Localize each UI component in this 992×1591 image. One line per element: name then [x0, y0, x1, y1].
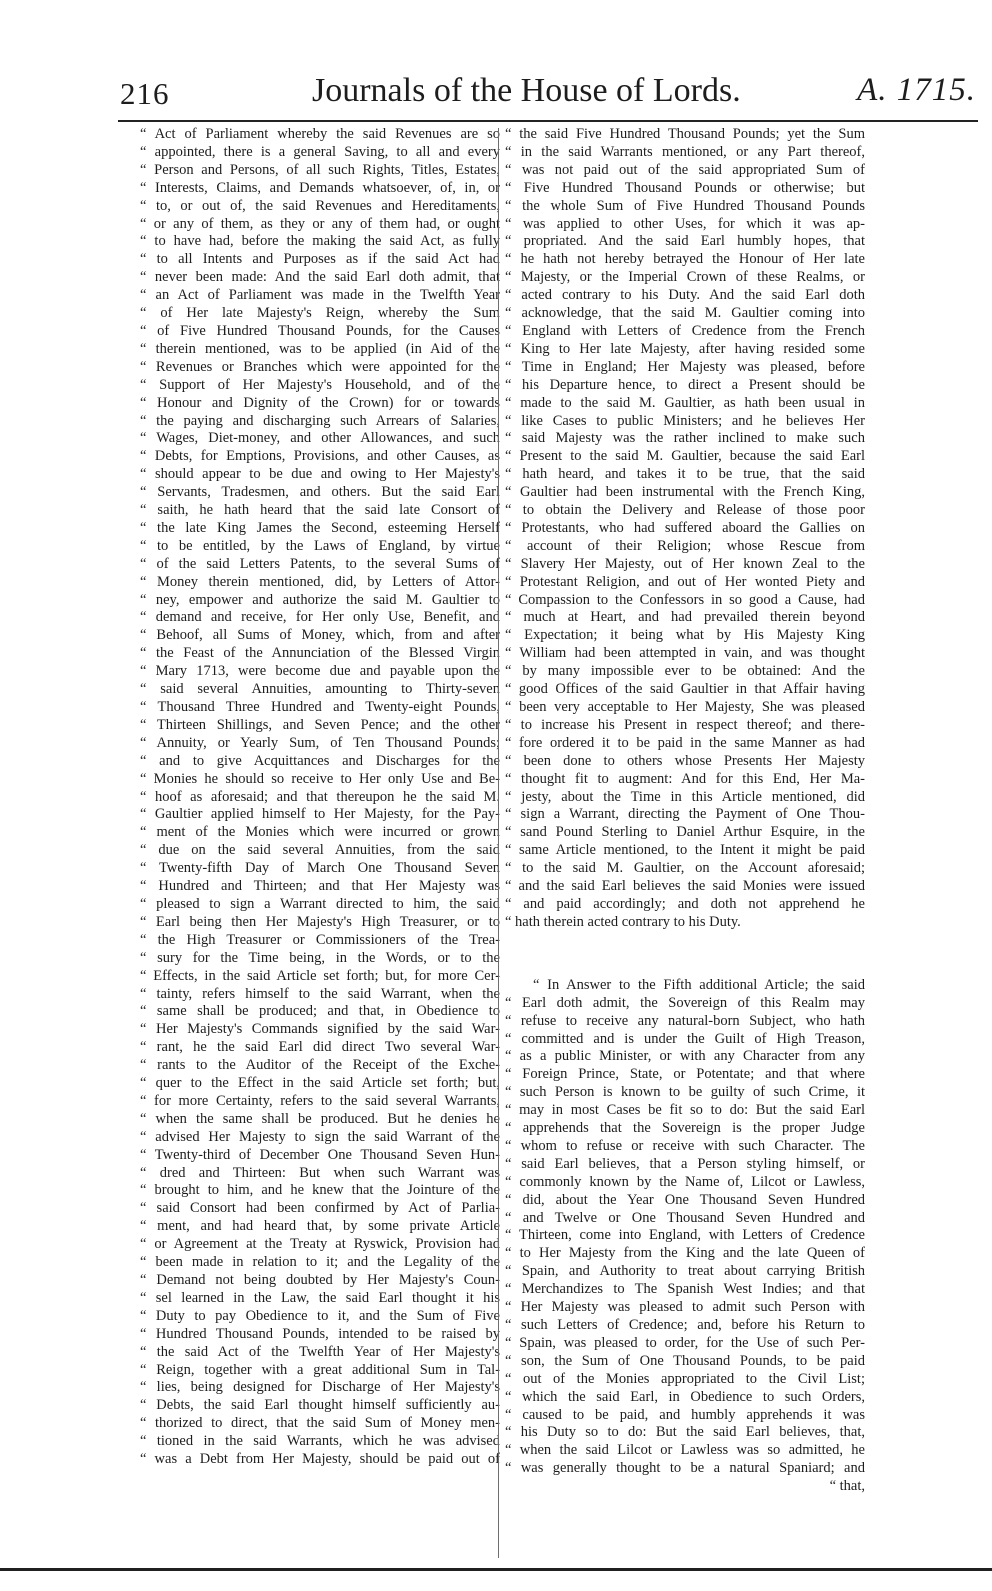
text-line: “ he hath not hereby betrayed the Honour of Her late [505, 251, 865, 268]
column-divider [498, 128, 499, 1558]
text-line: “ Protestant Religion, and out of Her wonted Piety and [505, 573, 865, 590]
text-line: “ England with Letters of Credence from the French [505, 322, 865, 339]
text-line: “ which the said Earl, in Obedience to such Orders, [505, 1388, 865, 1405]
text-line: “ Her Majesty's Commands signified by the said War- [140, 1021, 500, 1038]
text-line: “ Reign, together with a great additional Sum in Tal- [140, 1361, 500, 1378]
text-line: “ King to Her late Majesty, after having resided some [505, 340, 865, 357]
text-line: “ such Letters of Credence; and, before his Return to [505, 1317, 865, 1333]
text-line: “ hoof as aforesaid; and that thereupon he the said M. [140, 788, 500, 805]
text-line: “ much at Heart, and had prevailed therein beyond [505, 609, 865, 626]
text-line: “ Majesty, or the Imperial Crown of these Realms, or [505, 269, 865, 286]
text-line: “ the said Act of the Twelfth Year of Her Majesty's [140, 1343, 500, 1360]
text-line: “ should appear to be due and owing to Her Majesty's [140, 466, 500, 483]
left-column [140, 126, 500, 1469]
text-line: “ said Majesty was the rather inclined to make such [505, 430, 865, 447]
text-line: “ said Earl believes, that a Person styling himself, or [505, 1155, 865, 1172]
text-line: “ fore ordered it to be paid in the same Manner as had [505, 734, 865, 751]
text-line: “ and Twelve or One Thousand Seven Hundred and [505, 1209, 865, 1226]
text-line: “ Servants, Tradesmen, and others. But the said Earl [140, 484, 500, 501]
text-line: “ whom to refuse or receive with such Character. The [505, 1137, 865, 1154]
text-line: “ to, or out of, the said Revenues and Hereditaments, [140, 197, 500, 214]
text-line: “ to Her Majesty from the King and the late Queen of [505, 1245, 865, 1262]
text-line: “ Money therein mentioned, did, by Letters of Attor- [140, 573, 500, 590]
text-line: “ and the said Earl believes the said Monies were issued [505, 878, 865, 895]
text-line: “ Thirteen Shillings, and Seven Pence; and the other [140, 716, 500, 733]
text-line: “ and paid accordingly; and doth not apprehend he [505, 895, 865, 912]
text-line: “ for more Certainty, refers to the said several Warrants, [140, 1092, 500, 1109]
text-line: “ Interests, Claims, and Demands whatsoever, of, in, or [140, 179, 500, 196]
text-line: “ same shall be produced; and that, in Obedience to [140, 1003, 500, 1020]
text-line: “ was generally thought to be a natural Spaniard; and [505, 1460, 865, 1477]
text-line: “ saith, he hath heard that the said late Consort of [140, 502, 500, 519]
text-line: “ ment of the Monies which were incurred or grown [140, 824, 500, 841]
text-line: “ Twenty-fifth Day of March One Thousand Seven [140, 860, 500, 877]
text-line: “ Five Hundred Thousand Pounds or otherwise; but [505, 179, 865, 196]
text-line: “ said Consort had been confirmed by Act of Parlia- [140, 1200, 500, 1217]
text-line: “ Slavery Her Majesty, out of Her known Zeal to the [505, 555, 865, 572]
text-line: “ Gaultier had been instrumental with the French King, [505, 484, 865, 501]
text-line: “ Effects, in the said Article set forth; but, for more Cer- [140, 967, 500, 984]
text-line: “ Foreign Prince, State, or Potentate; and that where [505, 1066, 865, 1083]
text-line: “ the paying and discharging such Arrears of Salaries, [140, 412, 500, 429]
text-line: “ was a Debt from Her Majesty, should be paid out of [140, 1451, 500, 1468]
text-line: “ Mary 1713, were become due and payable upon the [140, 663, 500, 680]
text-line: “ Protestants, who had suffered aboard the Gallies on [505, 519, 865, 536]
text-line: “ Time in England; Her Majesty was pleased, before [505, 358, 865, 375]
text-line: “ said several Annuities, amounting to Thirty-seven [140, 681, 500, 698]
text-line: “ hath heard, and takes it to be true, that the said [505, 466, 865, 483]
text-line: “ advised Her Majesty to sign the said Warrant of the [140, 1128, 500, 1145]
text-line: “ Present to the said M. Gaultier, because the said Earl [505, 448, 865, 465]
text-line: “ Hundred Thousand Pounds, intended to be raised by [140, 1325, 500, 1342]
text-line: “ Revenues or Branches which were appointed for the [140, 358, 500, 375]
text-line: “ the late King James the Second, esteeming Herself [140, 519, 500, 536]
text-line: “ Earl being then Her Majesty's High Treasurer, or to [140, 913, 500, 930]
text-line: “ or Agreement at the Treaty at Ryswick, Provision had [140, 1236, 500, 1253]
text-line: “ of the said Letters Patents, to the several Sums of [140, 555, 500, 572]
text-line: “ was applied to other Uses, for which it was ap- [505, 215, 865, 232]
text-line: “ been done to others whose Presents Her Majesty [505, 752, 865, 769]
text-line: “ sel learned in the Law, the said Earl thought it his [140, 1289, 500, 1306]
bottom-rule [0, 1568, 992, 1571]
text-line: “ ney, empower and authorize the said M. Gaultier to [140, 591, 500, 608]
text-line: “ Twenty-third of December One Thousand Seven Hun- [140, 1146, 500, 1163]
text-line: “ sign a Warrant, directing the Payment of One Thou- [505, 806, 865, 823]
text-line: “ Hundred and Thirteen; and that Her Majesty was [140, 878, 500, 895]
running-title: Journals of the House of Lords. [312, 72, 741, 109]
text-line: “ made to the said M. Gaultier, as hath been usual in [505, 394, 865, 411]
text-line: “ when the same shall be produced. But he denies he [140, 1110, 500, 1127]
text-line: “ Demand not being doubted by Her Majesty's Coun- [140, 1272, 500, 1288]
text-line: “ to be entitled, by the Laws of England, by virtue [140, 537, 500, 554]
text-line: “ Spain, was pleased to order, for the Use of such Per- [505, 1334, 865, 1351]
text-line: “ sand Pound Sterling to Daniel Arthur Esquire, in the [505, 824, 865, 841]
text-line: “ Thousand Three Hundred and Twenty-eight Pounds, [140, 699, 500, 715]
text-line: “ in the said Warrants mentioned, or any Part thereof, [505, 143, 865, 160]
text-line: “ the High Treasurer or Commissioners of the Trea- [140, 931, 500, 948]
text-line: “ thorized to direct, that the said Sum of Money men- [140, 1415, 500, 1432]
text-line: “ Debts, for Emptions, Provisions, and other Causes, as [140, 448, 500, 465]
text-line: “ as a public Minister, or with any Character from any [505, 1048, 865, 1065]
catchword: “ that, [829, 1478, 865, 1495]
text-line: “ In Answer to the Fifth additional Article; the said [533, 976, 865, 993]
right-column [505, 126, 865, 1496]
text-line: “ acted contrary to his Duty. And the said Earl doth [505, 287, 865, 304]
text-line: “ demand and receive, for Her only Use, Benefit, and [140, 609, 500, 626]
text-line: “ of Her late Majesty's Reign, whereby the Sum [140, 305, 500, 322]
text-line: “ Monies he should so receive to Her only Use and Be- [140, 770, 500, 787]
text-line: “ dred and Thirteen: But when such Warrant was [140, 1164, 500, 1181]
text-line: “ Merchandizes to The Spanish West Indies; and that [505, 1281, 865, 1298]
text-line: “ same Article mentioned, to the Intent it might be paid [505, 842, 865, 859]
text-line: “ acknowledge, that the said M. Gaultier coming into [505, 305, 865, 322]
text-line: “ Her Majesty was pleased to admit such Person with [505, 1299, 865, 1316]
text-line: “ Act of Parliament whereby the said Revenues are so [140, 126, 500, 142]
text-line: “ been very acceptable to Her Majesty, She was pleased [505, 699, 865, 715]
text-line: “ Spain, and Authority to treat about carrying British [505, 1263, 865, 1280]
text-line: “ his Duty so to do: But the said Earl believes, that, [505, 1424, 865, 1441]
text-line: “ never been made: And the said Earl doth admit, that [140, 269, 500, 286]
text-line: “ or any of them, as they or any of them had, or ought [140, 215, 500, 232]
text-line: “ jesty, about the Time in this Article mentioned, did [505, 788, 865, 805]
text-line: “ to the said M. Gaultier, on the Account aforesaid; [505, 860, 865, 877]
text-line: “ caused to be paid, and humbly apprehends it was [505, 1406, 865, 1423]
text-line: “ and to give Acquittances and Discharges for the [140, 752, 500, 769]
text-line: “ an Act of Parliament was made in the Twelfth Year [140, 287, 500, 304]
text-line: “ account of their Religion; whose Rescue from [505, 537, 865, 554]
text-line: “ may in most Cases be fit so to do: But the said Earl [505, 1102, 865, 1119]
text-line: “ Person and Persons, of all such Rights, Titles, Estates, [140, 161, 500, 178]
text-line: “ refuse to receive any natural-born Subject, who hath [505, 1012, 865, 1029]
text-line: “ rants to the Auditor of the Receipt of the Exche- [140, 1057, 500, 1074]
text-line: “ therein mentioned, was to be applied (in Aid of the [140, 340, 500, 357]
text-line: “ to all Intents and Purposes as if the said Act had [140, 251, 500, 268]
text-line: “ Support of Her Majesty's Household, and of the [140, 376, 500, 393]
text-line: “ hath therein acted contrary to his Duty. [505, 913, 741, 930]
text-line: “ propriated. And the said Earl humbly hopes, that [505, 233, 865, 250]
text-line: “ good Offices of the said Gaultier in that Affair having [505, 681, 865, 698]
text-line: “ such Person is known to be guilty of such Crime, it [505, 1084, 865, 1101]
paragraph-fifth-article [505, 977, 865, 1478]
header-rule [118, 120, 978, 122]
text-line: “ Debts, the said Earl thought himself sufficiently au- [140, 1397, 500, 1414]
text-line: “ Thirteen, come into England, with Letters of Credence [505, 1227, 865, 1244]
text-line: “ the Feast of the Annunciation of the Blessed Virgin [140, 645, 500, 662]
text-line: “ Duty to pay Obedience to it, and the Sum of Five [140, 1307, 500, 1324]
text-line: “ Expectation; it being what by His Majesty King [505, 627, 865, 644]
text-line: “ to have had, before the making the said Act, as fully [140, 233, 500, 250]
text-line: “ out of the Monies appropriated to the Civil List; [505, 1370, 865, 1387]
text-line: “ Wages, Diet-money, and other Allowances, and such [140, 430, 500, 447]
text-line: “ Behoof, all Sums of Money, which, from and after [140, 627, 500, 644]
text-line: “ pleased to sign a Warrant directed to him, the said [140, 895, 500, 912]
text-line: “ tainty, refers himself to the said Warrant, when the [140, 985, 500, 1002]
text-line: “ quer to the Effect in the said Article set forth; but, [140, 1075, 500, 1092]
text-line: “ brought to him, and he knew that the Jointure of the [140, 1182, 500, 1199]
text-line: “ when the said Lilcot or Lawless was so admitted, he [505, 1442, 865, 1459]
text-line: “ William had been attempted in vain, and was thought [505, 645, 865, 662]
text-line: “ Annuity, or Yearly Sum, of Ten Thousand Pounds; [140, 734, 500, 751]
paragraph-answer-continued [505, 126, 865, 932]
text-line: “ by many impossible ever to be obtained: And the [505, 663, 865, 680]
text-line: “ to increase his Present in respect thereof; and there- [505, 716, 865, 733]
text-line: “ lies, being designed for Discharge of Her Majesty's [140, 1379, 500, 1396]
text-line: “ was not paid out of the said appropriated Sum of [505, 161, 865, 178]
text-line: “ son, the Sum of One Thousand Pounds, to be paid [505, 1352, 865, 1369]
text-line: “ Honour and Dignity of the Crown) for or towards [140, 394, 500, 411]
text-line: “ Compassion to the Confessors in so good a Cause, had [505, 591, 865, 608]
text-line: “ rant, he the said Earl did direct Two several War- [140, 1039, 500, 1056]
text-line: “ commonly known by the Name of, Lilcot or Lawless, [505, 1173, 865, 1190]
year-heading: A. 1715. [857, 72, 976, 108]
text-line: “ sury for the Time being, in the Words, or to the [140, 949, 500, 966]
text-line: “ Earl doth admit, the Sovereign of this Realm may [505, 994, 865, 1011]
text-line: “ of Five Hundred Thousand Pounds, for the Causes [140, 322, 500, 339]
text-line: “ his Departure hence, to direct a Present should be [505, 376, 865, 393]
text-line: “ appointed, there is a general Saving, to all and every [140, 143, 500, 160]
text-line: “ the said Five Hundred Thousand Pounds; yet the Sum [505, 126, 865, 142]
text-line: “ committed and is under the Guilt of High Treason, [505, 1030, 865, 1047]
text-line: “ due on the said several Annuities, from the said [140, 842, 500, 859]
text-line: “ apprehends that the Sovereign is the proper Judge [505, 1120, 865, 1137]
page-number: 216 [120, 76, 170, 111]
text-line: “ Gaultier applied himself to Her Majesty, for the Pay- [140, 806, 500, 823]
text-line: “ tioned in the said Warrants, which he was advised [140, 1433, 500, 1450]
text-line: “ like Cases to public Ministers; and he believes Her [505, 412, 865, 429]
text-line: “ the whole Sum of Five Hundred Thousand Pounds [505, 197, 865, 214]
text-line: “ to obtain the Delivery and Release of those poor [505, 502, 865, 519]
text-line: “ thought fit to augment: And for this End, Her Ma- [505, 770, 865, 787]
text-line: “ ment, and had heard that, by some private Article [140, 1218, 500, 1235]
text-line: “ been made in relation to it; and the Legality of the [140, 1254, 500, 1271]
text-line: “ did, about the Year One Thousand Seven Hundred [505, 1191, 865, 1208]
